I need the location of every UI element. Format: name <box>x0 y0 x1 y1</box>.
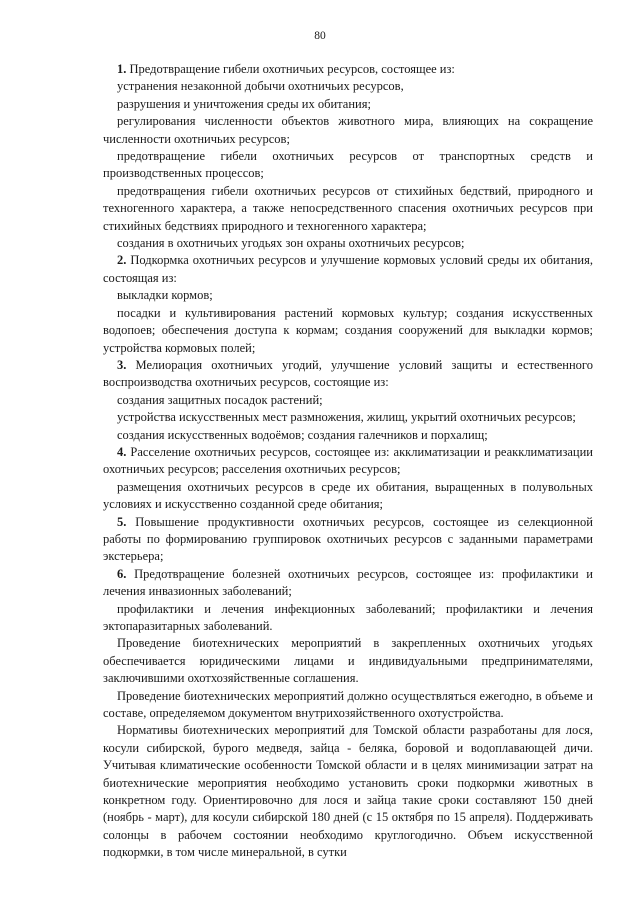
paragraph-8 <box>103 252 593 287</box>
paragraph-5: предотвращение гибели охотничьих ресурсов от транспортных средств и производственных процессов; <box>103 149 593 181</box>
paragraph-13: устройства искусственных мест размножения, жилищ, укрытий охотничьих ресурсов; <box>117 410 576 425</box>
document-body <box>103 61 593 862</box>
paragraph-11 <box>103 357 593 392</box>
paragraph-7: создания в охотничьих угодьях зон охраны охотничьих ресурсов; <box>117 236 465 251</box>
paragraph-text: Расселение охотничьих ресурсов, состоящее из: акклиматизации и реакклиматизации охотничьих ресурсов; расселения охотничьих ресурсов; <box>103 444 593 477</box>
item-number: 3. <box>117 357 127 372</box>
paragraph-21: Проведение биотехнических мероприятий должно осуществляться ежегодно, в объеме и составе, определяемом документом внутрихозяйственного охотустройства. <box>103 688 593 721</box>
paragraph-6: предотвращения гибели охотничьих ресурсов от стихийных бедствий, природного и техногенного характера, а также непосредственного спасения охотничьих ресурсов при стихийных бедствиях природного и техногенного характера; <box>103 183 593 233</box>
paragraph-12: создания защитных посадок растений; <box>117 392 323 407</box>
item-number: 6. <box>117 566 127 581</box>
paragraph-text: Повышение продуктивности охотничьих ресурсов, состоящее из селекционной работы по формированию группировок охотничьих ресурсов с заданными параметрами экстерьера; <box>103 514 593 564</box>
item-number: 5. <box>117 514 127 529</box>
paragraph-10: посадки и культивирования растений кормовых культур; создания искусственных водопоев; обеспечения доступа к кормам; создания сооружений для выкладки кормов; устройства кормовых полей; <box>103 305 593 355</box>
paragraph-9: выкладки кормов; <box>117 288 213 303</box>
page-number: 80 <box>314 30 326 42</box>
item-number: 1. <box>117 62 127 76</box>
paragraph-text: Подкормка охотничьих ресурсов и улучшение кормовых условий среды их обитания, состоящая из: <box>103 253 593 285</box>
paragraph-20: Проведение биотехнических мероприятий в закрепленных охотничьих угодьях обеспечивается юридическими лицами и индивидуальными предпринимателями, заключившими охотхозяйственные соглашения. <box>103 636 593 686</box>
paragraph-text: Мелиорация охотничьих угодий, улучшение условий защиты и естественного воспроизводства охотничьих ресурсов, состоящие из: <box>103 357 593 390</box>
paragraph-16: размещения охотничьих ресурсов в среде их обитания, выращенных в полувольных условиях и искусственно созданной среде обитания; <box>103 479 593 512</box>
paragraph-14: создания искусственных водоёмов; создания галечников и порхалищ; <box>117 427 488 442</box>
paragraph-text: Предотвращение гибели охотничьих ресурсов, состоящее из: <box>126 62 455 76</box>
paragraph-4: регулирования численности объектов животного мира, влияющих на сокращение численности охотничьих ресурсов; <box>103 114 593 146</box>
item-number: 2. <box>117 253 127 268</box>
paragraph-17 <box>103 514 593 566</box>
paragraph-18 <box>103 566 593 601</box>
paragraph-text: Предотвращение болезней охотничьих ресурсов, состоящее из: профилактики и лечения инвазионных заболеваний; <box>103 566 593 599</box>
paragraph-3: разрушения и уничтожения среды их обитания; <box>117 96 371 111</box>
paragraph-15 <box>103 444 593 479</box>
paragraph-2: устранения незаконной добычи охотничьих ресурсов, <box>117 79 404 94</box>
item-number: 4. <box>117 444 127 459</box>
paragraph-19: профилактики и лечения инфекционных заболеваний; профилактики и лечения эктопаразитарных заболеваний. <box>103 601 593 633</box>
paragraph-1 <box>103 61 593 78</box>
paragraph-22: Нормативы биотехнических мероприятий для Томской области разработаны для лося, косули сибирской, бурого медведя, зайца - беляка, боровой и водоплавающей дичи. Учитывая климатические особенности Томской области и в целях минимизации затрат на биотехнические мероприятия необходимо установить сроки подкормки животных в конкретном году. Ориентировочно для лося и зайца такие сроки составляют 150 дней (ноябрь - март), для косули сибирской 180 дней (с 15 октября по 15 апреля). Поддерживать солонцы в рабочем состоянии необходимо круглогодично. Объем искусственной подкормки, в том числе минеральной, в сутки <box>103 723 593 860</box>
